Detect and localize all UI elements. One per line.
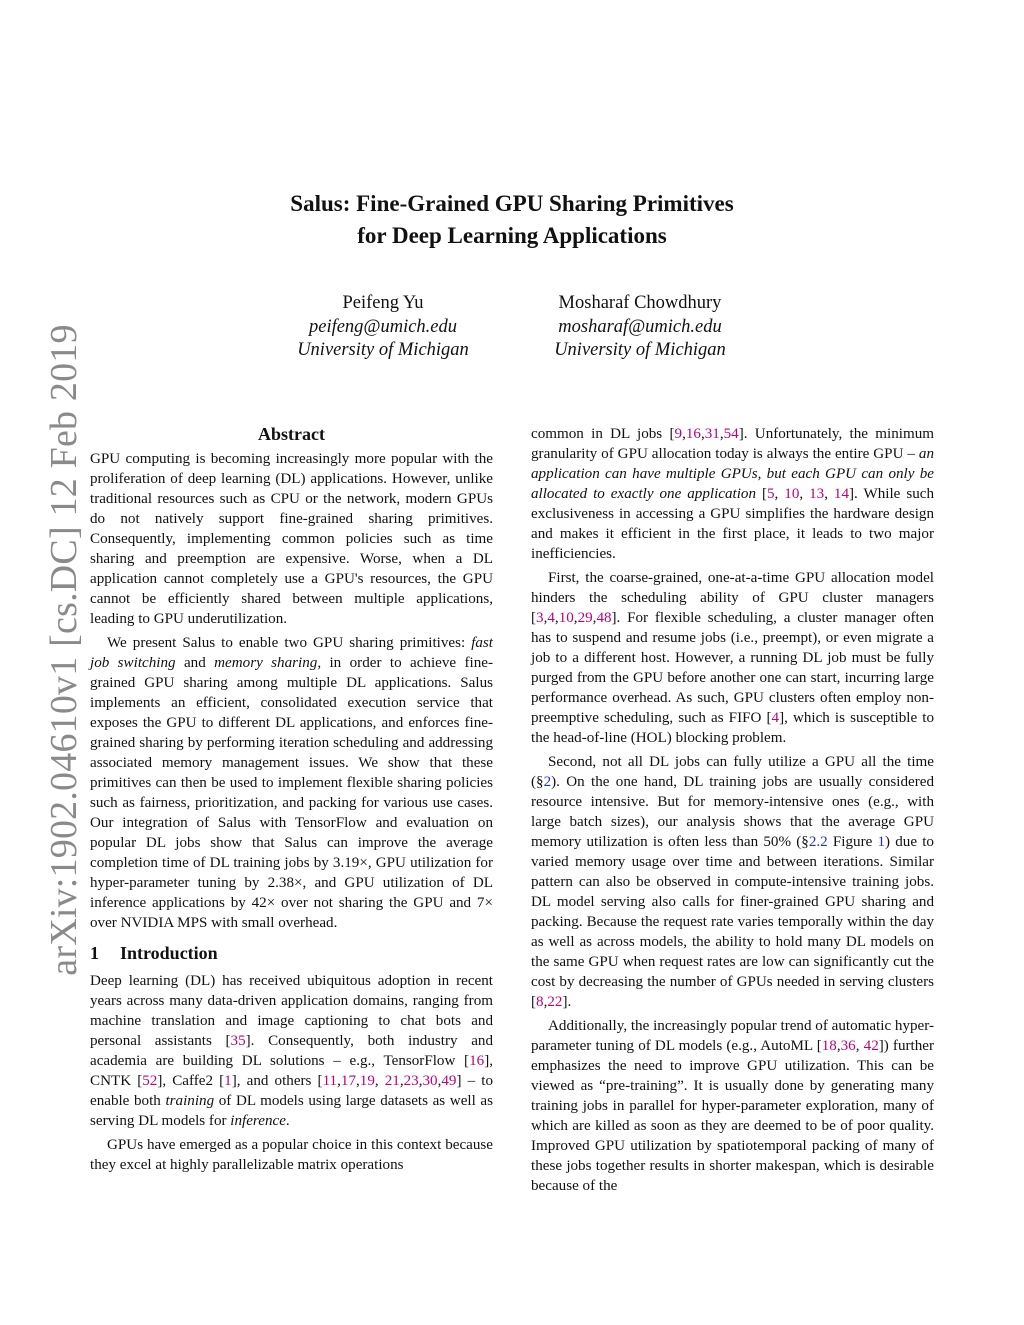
- right-paragraph-4: Additionally, the increasingly popular trend of automatic hyper-parameter tuning of DL models (e.g., AutoML [18,36, 42]) further emphasizes the need to improve GPU utilization. This can be viewed as “pre-training”. It is usually done by generating many training jobs in parallel for hyper-parameter exploration, many of which are killed as soon as they are deemed to be of poor quality. Improved GPU utilization by spatiotemporal packing of many of these jobs together results in shorter makespan, which is desirable because of the: [531, 1018, 935, 1194]
- author-affiliation: University of Michigan: [297, 340, 469, 360]
- abstract-paragraph-1: GPU computing is becoming increasingly more popular with the proliferation of deep learning (DL) applications. However, unlike traditional resources such as CPU or the network, modern GPUs do not natively support fine-grained sharing primitives. Consequently, implementing common policies such as time sharing and preemption are expensive. Worse, when a DL application cannot completely use a GPU's resources, the GPU cannot be efficiently shared between multiple applications, leading to GPU underutilization.: [90, 451, 493, 627]
- citation-link[interactable]: 48: [596, 610, 612, 626]
- author-name: Peifeng Yu: [342, 293, 424, 313]
- citation-link[interactable]: 23: [403, 1073, 419, 1089]
- citation-link[interactable]: 18: [821, 1038, 837, 1054]
- section-number: 1: [90, 943, 99, 963]
- section-title: Introduction: [120, 943, 218, 963]
- citation-link[interactable]: 4: [547, 610, 555, 626]
- right-paragraph-2: First, the coarse-grained, one-at-a-time GPU allocation model hinders the scheduling ability of GPU cluster managers [3,4,10,29,48]. For flexible scheduling, a cluster manager often has to suspend and resume jobs (i.e., preempt), or even migrate a job to a different host. However, a running DL job must be fully purged from the GPU before another one can start, incurring large performance overhead. As such, GPU clusters often employ non-preemptive scheduling, such as FIFO [4], which is susceptible to the head-of-line (HOL) blocking problem.: [531, 570, 934, 746]
- citation-link[interactable]: 30: [422, 1073, 438, 1089]
- citation-link[interactable]: 5: [766, 486, 775, 502]
- author-affiliation: University of Michigan: [554, 340, 726, 360]
- citation-link[interactable]: 10: [558, 610, 574, 626]
- paper-title: [0, 188, 1024, 252]
- intro-paragraph-2: GPUs have emerged as a popular choice in this context because they excel at highly parallelizable matrix operations: [90, 1137, 493, 1173]
- citation-link[interactable]: 22: [547, 994, 563, 1010]
- citation-link[interactable]: 16: [685, 426, 701, 442]
- author-2: [510, 292, 770, 363]
- citation-link[interactable]: 31: [704, 426, 720, 442]
- right-paragraph-1: common in DL jobs [9,16,31,54]. Unfortunately, the minimum granularity of GPU allocation today is always the entire GPU – an application can have multiple GPUs, but each GPU can only be allocated to exactly one application [5, 10, 13, 14]. While such exclusiveness in accessing a GPU simplifies the hardware design and makes it efficient in the first place, it leads to two major inefficiencies.: [531, 426, 934, 562]
- title-line-1: Salus: Fine-Grained GPU Sharing Primitives: [290, 191, 734, 216]
- intro-paragraph-1: Deep learning (DL) has received ubiquitous adoption in recent years across many data-driven application domains, ranging from machine translation and image captioning to chat bots and personal assistants [35]. Consequently, both industry and academia are building DL solutions – e.g., TensorFlow [16], CNTK [52], Caffe2 [1], and others [11,17,19, 21,23,30,49] – to enable both training of DL models using large datasets as well as serving DL models for inference.: [90, 973, 494, 1129]
- citation-link[interactable]: 42: [863, 1038, 879, 1054]
- title-line-2: for Deep Learning Applications: [357, 223, 667, 248]
- citation-link[interactable]: 36: [840, 1038, 856, 1054]
- abstract-heading: Abstract: [258, 424, 325, 444]
- left-column: [90, 422, 493, 1175]
- figure-link[interactable]: 1: [877, 834, 886, 850]
- citation-link[interactable]: 49: [441, 1073, 457, 1089]
- citation-link[interactable]: 19: [359, 1073, 375, 1089]
- citation-link[interactable]: 11: [322, 1073, 338, 1089]
- citation-link[interactable]: 10: [784, 486, 800, 502]
- abstract-paragraph-2: We present Salus to enable two GPU sharing primitives: fast job switching and memory sharing, in order to achieve fine-grained GPU sharing among multiple DL applications. Salus implements an efficient, consolidated execution service that exposes the GPU to different DL applications, and enforces fine-grained sharing by performing iteration scheduling and addressing associated memory management issues. We show that these primitives can then be used to implement flexible sharing policies such as fairness, prioritization, and packing for various use cases. Our integration of Salus with TensorFlow and evaluation on popular DL jobs show that Salus can improve the average completion time of DL training jobs by 3.19×, GPU utilization for hyper-parameter tuning by 2.38×, and GPU utilization of DL inference applications by 42× over not sharing the GPU and 7× over NVIDIA MPS with small overhead.: [90, 635, 493, 931]
- citation-link[interactable]: 21: [384, 1073, 400, 1089]
- author-1: [253, 292, 513, 363]
- citation-link[interactable]: 8: [536, 994, 544, 1010]
- section-link[interactable]: 2: [543, 774, 552, 790]
- citation-link[interactable]: 54: [723, 426, 739, 442]
- citation-link[interactable]: 52: [142, 1073, 158, 1089]
- right-column: [531, 424, 934, 1196]
- citation-link[interactable]: 14: [833, 486, 850, 502]
- citation-link[interactable]: 3: [536, 610, 544, 626]
- section-link[interactable]: 2.2: [808, 834, 828, 850]
- arxiv-stamp: arXiv:1902.04610v1 [cs.DC] 12 Feb 2019: [43, 324, 85, 976]
- citation-link[interactable]: 17: [340, 1073, 356, 1089]
- author-email[interactable]: mosharaf@umich.edu: [558, 316, 722, 337]
- right-paragraph-3: Second, not all DL jobs can fully utilize a GPU all the time (§2). On the one hand, DL training jobs are usually considered resource intensive. But for memory-intensive ones (e.g., with large batch sizes), our analysis shows that the average GPU memory utilization is often less than 50% (§2.2 Figure 1) due to varied memory usage over time and between iterations. Similar pattern can also be observed in compute-intensive training jobs. DL model serving also calls for finer-grained GPU sharing and packing. Because the request rate varies temporally within the day as well as across models, the ability to hold many DL models on the same GPU when request rates are low can significantly cut the cost by decreasing the number of GPUs needed in serving clusters [8,22].: [531, 754, 934, 1010]
- citation-link[interactable]: 35: [230, 1033, 246, 1049]
- section-heading-introduction: [90, 941, 493, 965]
- citation-link[interactable]: 16: [469, 1053, 485, 1069]
- citation-link[interactable]: 13: [809, 486, 825, 502]
- citation-link[interactable]: 4: [771, 710, 780, 726]
- author-email[interactable]: peifeng@umich.edu: [308, 316, 458, 337]
- author-name: Mosharaf Chowdhury: [558, 293, 722, 313]
- citation-link[interactable]: 9: [674, 426, 683, 442]
- citation-link[interactable]: 1: [224, 1073, 232, 1089]
- citation-link[interactable]: 29: [577, 610, 593, 626]
